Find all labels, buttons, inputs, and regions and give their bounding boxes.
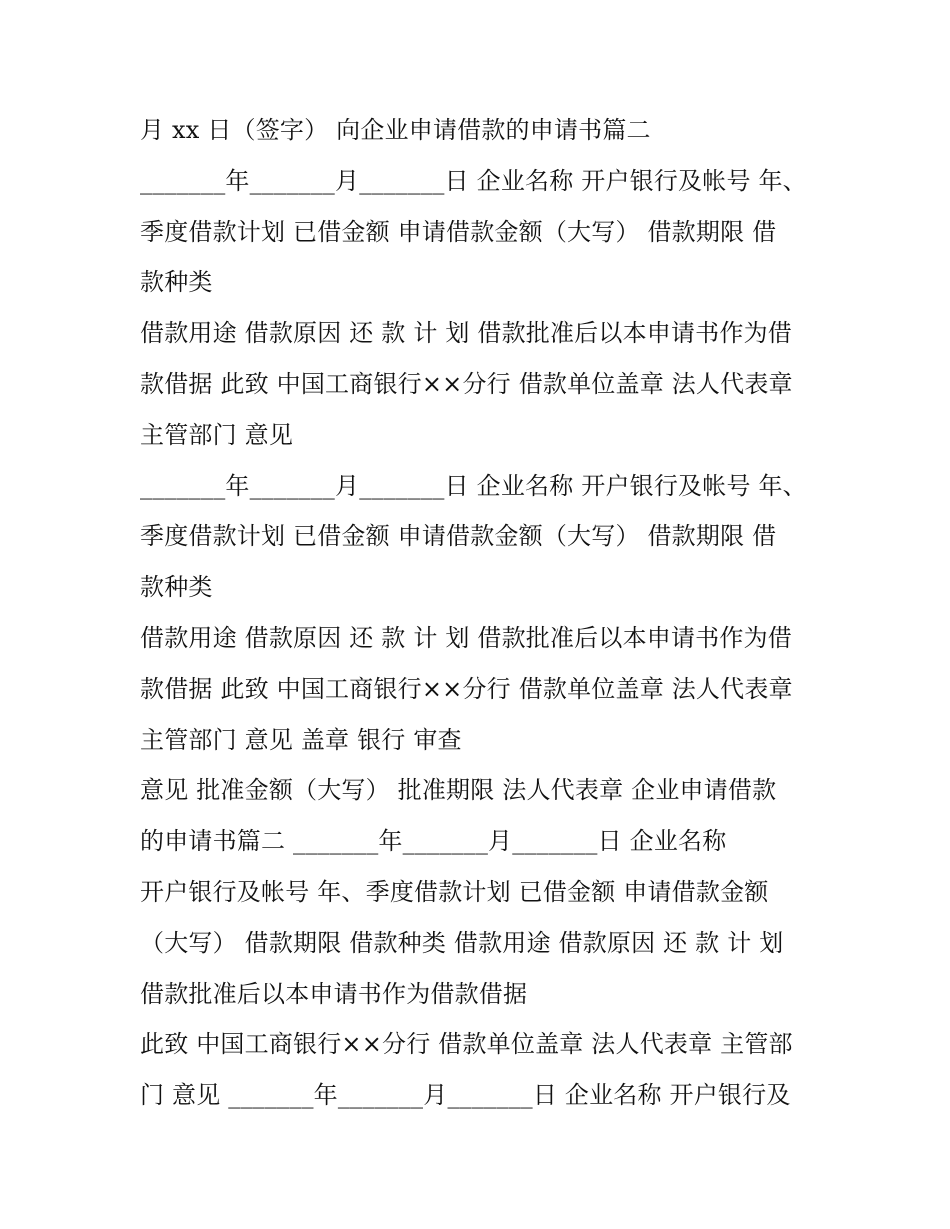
text-line: 借款用途 借款原因 还 款 计 划 借款批准后以本申请书作为借: [140, 623, 792, 652]
text-line: 意见 批准金额（大写） 批准期限 法人代表章 企业申请借款: [140, 776, 777, 805]
text-line: 此致 中国工商银行××分行 借款单位盖章 法人代表章 主管部: [140, 1030, 793, 1059]
text-line: _______年_______月_______日 企业名称 开户银行及帐号 年、: [140, 471, 807, 500]
text-line: 门 意见 _______年_______月_______日 企业名称 开户银行及: [140, 1081, 791, 1110]
text-line: 主管部门 意见 盖章 银行 审查: [140, 725, 462, 754]
text-line: 款种类: [140, 573, 213, 602]
text-line: 主管部门 意见: [140, 420, 294, 449]
text-line: 季度借款计划 已借金额 申请借款金额（大写） 借款期限 借: [140, 217, 777, 246]
text-line: _______年_______月_______日 企业名称 开户银行及帐号 年、: [140, 166, 807, 195]
text-line: 的申请书篇二 _______年_______月_______日 企业名称: [140, 827, 727, 856]
text-line: 款借据 此致 中国工商银行××分行 借款单位盖章 法人代表章: [140, 674, 793, 703]
document-body: [140, 105, 820, 1121]
text-line: 开户银行及帐号 年、季度借款计划 已借金额 申请借款金额: [140, 877, 769, 906]
text-line: 借款批准后以本申请书作为借款借据: [140, 979, 528, 1008]
text-line: （大写） 借款期限 借款种类 借款用途 借款原因 还 款 计 划: [140, 928, 784, 957]
text-line: 款种类: [140, 268, 213, 297]
text-line: 月 xx 日（签字） 向企业申请借款的申请书篇二: [140, 116, 651, 144]
text-line: 季度借款计划 已借金额 申请借款金额（大写） 借款期限 借: [140, 522, 777, 551]
text-line: 款借据 此致 中国工商银行××分行 借款单位盖章 法人代表章: [140, 369, 793, 398]
text-line: 借款用途 借款原因 还 款 计 划 借款批准后以本申请书作为借: [140, 319, 792, 348]
